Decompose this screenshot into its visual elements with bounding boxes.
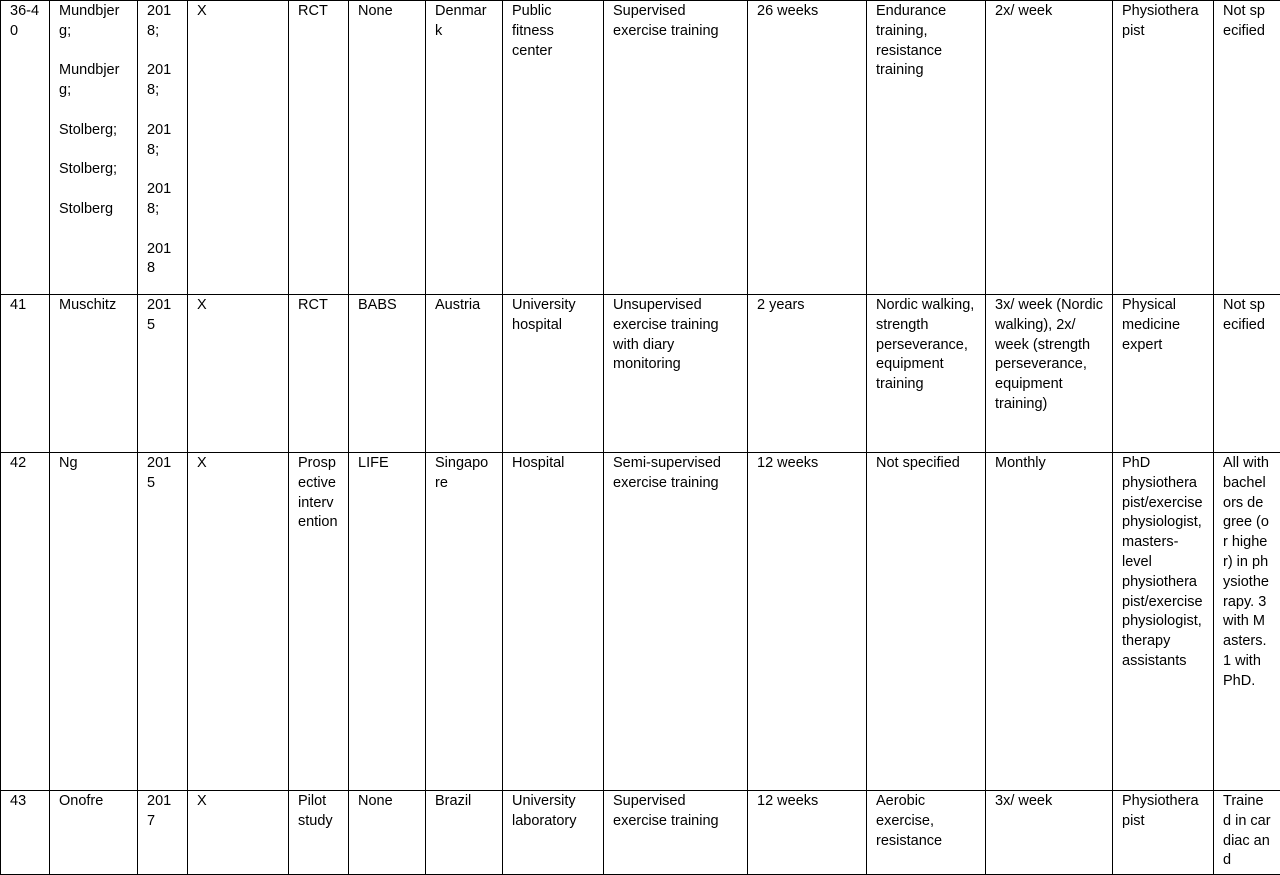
duration-cell: 12 weeks (748, 791, 867, 875)
frequency-cell: Monthly (986, 453, 1113, 791)
provider-cell: Physiotherapist (1113, 1, 1214, 295)
qualification-cell: Not specified (1214, 1, 1280, 295)
author-name: Stolberg (59, 200, 128, 220)
mark-cell: X (188, 295, 289, 453)
country-cell: Denmark (426, 1, 503, 295)
duration-cell: 26 weeks (748, 1, 867, 295)
qualification-cell: Not specified (1214, 295, 1280, 453)
training-type-cell: Semi-supervised exercise training (604, 453, 748, 791)
year-cell (138, 791, 188, 875)
frequency-cell: 3x/ week (Nordic walking), 2x/ week (strength perseverance, equipment training) (986, 295, 1113, 453)
country-cell: Singapore (426, 453, 503, 791)
table-row (1, 1, 1280, 295)
mark-cell: X (188, 791, 289, 875)
year-cell (138, 295, 188, 453)
study-id-cell: 36-40 (1, 1, 50, 295)
setting-cell: Hospital (503, 453, 604, 791)
year-value: 2015 (147, 454, 178, 494)
design-cell: RCT (289, 295, 349, 453)
year-cell (138, 453, 188, 791)
frequency-cell: 2x/ week (986, 1, 1113, 295)
qualification-cell: All with bachelors degree (or higher) in physiotherapy. 3 with Masters. 1 with PhD. (1214, 453, 1280, 791)
training-type-cell: Supervised exercise training (604, 791, 748, 875)
author-name: Onofre (59, 792, 128, 812)
program-name-cell: None (349, 1, 426, 295)
author-name: Stolberg; (59, 160, 128, 180)
frequency-cell: 3x/ week (986, 791, 1113, 875)
author-cell (50, 791, 138, 875)
content-cell: Not specified (867, 453, 986, 791)
year-value: 2018; (147, 180, 178, 220)
country-cell: Austria (426, 295, 503, 453)
year-value: 2017 (147, 792, 178, 832)
setting-cell: University hospital (503, 295, 604, 453)
program-name-cell: BABS (349, 295, 426, 453)
author-name: Mundbjerg; (59, 61, 128, 101)
program-name-cell: LIFE (349, 453, 426, 791)
year-value: 2018; (147, 61, 178, 101)
provider-cell: Physical medicine expert (1113, 295, 1214, 453)
mark-cell: X (188, 1, 289, 295)
author-name: Stolberg; (59, 121, 128, 141)
setting-cell: University laboratory (503, 791, 604, 875)
duration-cell: 12 weeks (748, 453, 867, 791)
content-cell: Aerobic exercise, resistance (867, 791, 986, 875)
author-name: Mundbjerg; (59, 2, 128, 42)
provider-cell: Physiotherapist (1113, 791, 1214, 875)
mark-cell: X (188, 453, 289, 791)
study-id-cell: 41 (1, 295, 50, 453)
training-type-cell: Supervised exercise training (604, 1, 748, 295)
provider-cell: PhD physiotherapist/exercise physiologist, masters-level physiotherapist/exercise physiologist, therapy assistants (1113, 453, 1214, 791)
table-row (1, 295, 1280, 453)
year-value: 2018 (147, 240, 178, 280)
table-row (1, 791, 1280, 875)
country-cell: Brazil (426, 791, 503, 875)
study-id-cell: 42 (1, 453, 50, 791)
year-value: 2018; (147, 121, 178, 161)
author-cell (50, 453, 138, 791)
table-row (1, 453, 1280, 791)
design-cell: RCT (289, 1, 349, 295)
year-cell (138, 1, 188, 295)
setting-cell: Public fitness center (503, 1, 604, 295)
content-cell: Endurance training, resistance training (867, 1, 986, 295)
author-name: Muschitz (59, 296, 128, 316)
study-id-cell: 43 (1, 791, 50, 875)
duration-cell: 2 years (748, 295, 867, 453)
author-cell (50, 1, 138, 295)
author-cell (50, 295, 138, 453)
design-cell: Pilot study (289, 791, 349, 875)
training-type-cell: Unsupervised exercise training with diary monitoring (604, 295, 748, 453)
design-cell: Prospective intervention (289, 453, 349, 791)
year-value: 2015 (147, 296, 178, 336)
program-name-cell: None (349, 791, 426, 875)
author-name: Ng (59, 454, 128, 474)
year-value: 2018; (147, 2, 178, 42)
qualification-cell: Trained in cardiac and (1214, 791, 1280, 875)
content-cell: Nordic walking, strength perseverance, equipment training (867, 295, 986, 453)
